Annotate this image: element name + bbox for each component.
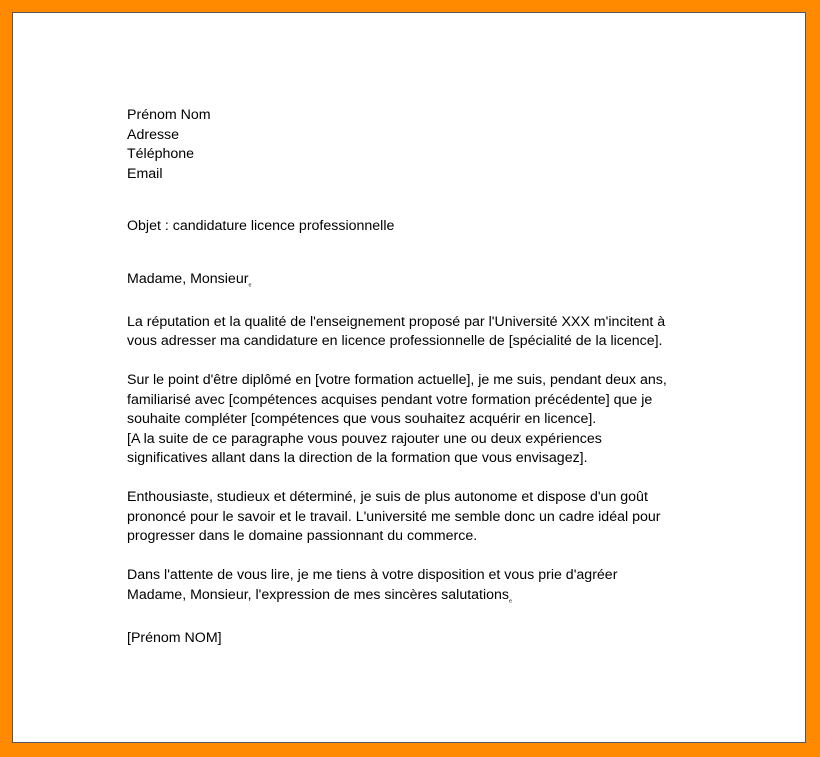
signature-line [127, 629, 697, 649]
paragraph-1 [127, 313, 697, 352]
paragraph-line: La réputation et la qualité de l'enseignement proposé par l'Université XXX m'incitent à [127, 313, 666, 330]
letter-body [127, 106, 697, 648]
paragraph-line: Enthousiaste, studieux et déterminé, je suis de plus autonome et dispose d'un goût [127, 489, 648, 505]
salutation-text: Madame, Monsieur [127, 270, 249, 287]
signature: [Prénom NOM] [127, 629, 222, 646]
salutation-line [127, 270, 697, 294]
spacer [127, 547, 697, 567]
paragraph-3 [127, 488, 697, 547]
paragraph-2 [127, 371, 697, 469]
spacer [127, 293, 697, 313]
sender-email: Email [127, 165, 163, 182]
paragraph-line: vous adresser ma candidature en licence professionnelle de [spécialité de la licence]. [127, 333, 663, 349]
document-page [12, 12, 806, 743]
paragraph-4 [127, 566, 697, 609]
paragraph-line: familiarisé avec [compétences acquises pendant votre formation précédente] que je [127, 391, 653, 408]
spacer [127, 352, 697, 372]
paragraph-line: Sur le point d'être diplômé en [votre formation actuelle], je me suis, pendant deux ans, [127, 372, 667, 388]
spacer [127, 184, 697, 217]
closing-mark: ₑ [509, 594, 512, 604]
paragraph-line: Dans l'attente de vous lire, je me tiens à votre disposition et vous prie d'agréer [127, 567, 618, 583]
spacer [127, 469, 697, 489]
sender-address: Adresse [127, 126, 180, 143]
subject-text: Objet : candidature licence professionnelle [127, 218, 395, 234]
paragraph-line: significatives allant dans la direction de la formation que vous envisagez]. [127, 450, 588, 466]
subject-line [127, 217, 697, 237]
paragraph-line: Madame, Monsieur, l'expression de mes sincères salutations [127, 586, 510, 603]
paragraph-line: souhaite compléter [compétences que vous souhaitez acquérir en licence]. [127, 411, 597, 427]
sender-block [127, 106, 697, 184]
paragraph-line: [A la suite de ce paragraphe vous pouvez rajouter une ou deux expériences [127, 430, 602, 447]
paragraph-line: progresser dans le domaine passionnant du commerce. [127, 528, 478, 544]
salutation-mark: ₑ [248, 278, 252, 288]
spacer [127, 237, 697, 270]
sender-name: Prénom Nom [127, 107, 211, 123]
sender-phone: Téléphone [127, 146, 195, 162]
paragraph-line: prononcé pour le savoir et le travail. L'université me semble donc un cadre idéal pour [127, 508, 661, 525]
spacer [127, 609, 697, 629]
